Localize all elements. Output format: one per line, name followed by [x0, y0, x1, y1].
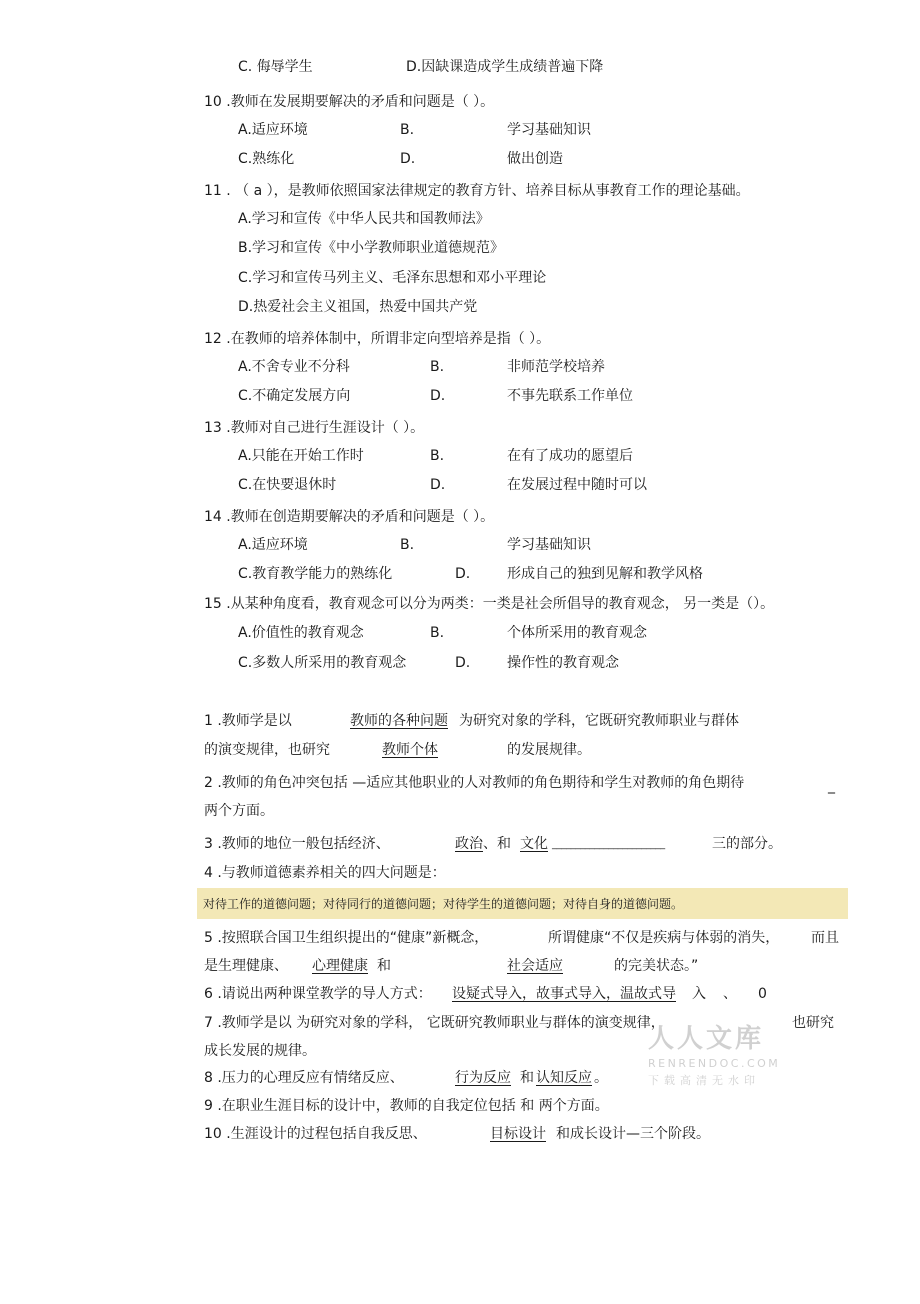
q15-option-b: B. [430, 625, 445, 641]
watermark-title: 人人文库 [648, 1024, 765, 1054]
q10-option-b-text: 学习基础知识 [507, 122, 591, 138]
f8-prefix: 8 .压力的心理反应有情绪反应、 [204, 1070, 404, 1086]
q10-option-a: A.适应环境 [238, 122, 308, 138]
q11-option-d: D.热爱社会主义祖国，热爱中国共产党 [238, 299, 478, 315]
f1-prefix: 1 .教师学是以 [204, 713, 292, 729]
f8-answer-1: 行为反应 [455, 1070, 511, 1086]
q15-option-d-text: 操作性的教育观念 [507, 655, 619, 671]
f10-prefix: 10 .生涯设计的过程包括自我反思、 [204, 1126, 427, 1142]
f5-answer-1: 心理健康 [312, 958, 368, 974]
f6-prefix: 6 .请说出两种课堂教学的导人方式： [204, 986, 432, 1002]
q14-option-b-text: 学习基础知识 [507, 537, 591, 553]
f5-line1-a: 5 .按照联合国卫生组织提出的“健康”新概念， [204, 930, 489, 946]
f5-line1-b: 所谓健康“不仅是疾病与体弱的消失， [548, 930, 780, 946]
f3-separator: 、和 [483, 836, 511, 852]
f4-text: 4 .与教师道德素养相关的四大问题是： [204, 865, 446, 881]
q14-option-a: A.适应环境 [238, 537, 308, 553]
q11-option-b: B.学习和宣传《中小学教师职业道德规范》 [238, 240, 505, 256]
watermark-site: RENRENDOC.COM [648, 1057, 781, 1070]
f7-line1-end: 也研究 [792, 1015, 834, 1031]
f3-blank: ________________________ [552, 839, 665, 850]
f1-line2-suffix: 的发展规律。 [507, 742, 591, 758]
f4-highlight-answer [197, 888, 848, 919]
f3-answer-1: 政治 [455, 836, 483, 852]
q9-option-d: D.因缺课造成学生成绩普遍下降 [406, 59, 604, 75]
q10-option-c: C.熟练化 [238, 151, 295, 167]
q13-option-d-text: 在发展过程中随时可以 [507, 477, 647, 493]
f7-line2: 成长发展的规律。 [204, 1043, 316, 1059]
q12-stem: 12 .在教师的培养体制中，所谓非定向型培养是指（ ）。 [204, 331, 551, 347]
f5-line2-prefix: 是生理健康、 [204, 958, 288, 974]
f6-answer: 设疑式导入，故事式导入，温故式导 [452, 986, 676, 1002]
f2-text: 2 .教师的角色冲突包括 —适应其他职业的人对教师的角色期待和学生对教师的角色期待 [204, 775, 745, 791]
q14-stem: 14 .教师在创造期要解决的矛盾和问题是（ ）。 [204, 509, 495, 525]
f5-and: 和 [377, 958, 391, 974]
f6-tail-2: 、 [723, 986, 737, 1002]
watermark-logo [648, 1018, 780, 1088]
f8-answer-2: 认知反应 [536, 1070, 592, 1086]
f5-line1-c: 而且 [811, 930, 839, 946]
f3-prefix: 3 .教师的地位一般包括经济、 [204, 836, 390, 852]
q10-option-d-text: 做出创造 [507, 151, 563, 167]
q15-stem: 15 .从某种角度看，教育观念可以分为两类：一类是社会所倡导的教育观念， 另一类是（）。 [204, 596, 775, 612]
q13-option-a: A.只能在开始工作时 [238, 448, 364, 464]
f8-suffix: 。 [594, 1070, 608, 1086]
q10-option-d: D. [400, 151, 416, 167]
q14-option-d: D. [455, 566, 471, 582]
q15-option-b-text: 个体所采用的教育观念 [507, 625, 647, 641]
q12-option-c: C.不确定发展方向 [238, 388, 351, 404]
f3-answer-2: 文化 [520, 836, 548, 852]
q10-stem: 10 .教师在发展期要解决的矛盾和问题是（ ）。 [204, 94, 495, 110]
q12-option-d: D. [430, 388, 446, 404]
f1-answer-1: 教师的各种问题 [350, 713, 448, 729]
q11-stem: 11 . （ a ），是教师依照国家法律规定的教育方针、培养目标从事教育工作的理论基础。 [204, 183, 750, 199]
q11-option-c: C.学习和宣传马列主义、毛泽东思想和邓小平理论 [238, 270, 547, 286]
f8-and: 和 [520, 1070, 534, 1086]
q13-option-b: B. [430, 448, 445, 464]
watermark-slogan: 下载高清无水印 [648, 1074, 760, 1087]
q13-option-c: C.在快要退休时 [238, 477, 337, 493]
f3-suffix: 三的部分。 [712, 836, 782, 852]
f2-blank: _ [828, 778, 835, 794]
f7-line1: 7 .教师学是以 为研究对象的学科， 它既研究教师职业与群体的演变规律， [204, 1015, 665, 1031]
f6-tail-1: 入 [692, 986, 706, 1002]
q12-option-b: B. [430, 359, 445, 375]
f4-highlight-text: 对待工作的道德问题；对待同行的道德问题；对待学生的道德问题；对待自身的道德问题。 [203, 897, 684, 911]
q13-option-b-text: 在有了成功的愿望后 [507, 448, 633, 464]
f1-middle: 为研究对象的学科，它既研究教师职业与群体 [459, 713, 739, 729]
q14-option-c: C.教育教学能力的熟练化 [238, 566, 393, 582]
f9-text: 9 .在职业生涯目标的设计中，教师的自我定位包括 和 两个方面。 [204, 1098, 609, 1114]
f5-answer-2: 社会适应 [507, 958, 563, 974]
q9-option-c: C. 侮辱学生 [238, 59, 313, 75]
f1-line2-prefix: 的演变规律，也研究 [204, 742, 330, 758]
f5-suffix: 的完美状态。” [614, 958, 699, 974]
f10-answer: 目标设计 [490, 1126, 546, 1142]
f1-answer-2: 教师个体 [382, 742, 438, 758]
q15-option-d: D. [455, 655, 471, 671]
q11-option-a: A.学习和宣传《中华人民共和国教师法》 [238, 211, 490, 227]
q15-option-c: C.多数人所采用的教育观念 [238, 655, 407, 671]
q14-option-b: B. [400, 537, 415, 553]
q13-stem: 13 .教师对自己进行生涯设计（ ）。 [204, 420, 425, 436]
f10-suffix: 和成长设计—三个阶段。 [556, 1126, 710, 1142]
q12-option-d-text: 不事先联系工作单位 [507, 388, 633, 404]
f6-tail-3: 0 [758, 986, 767, 1002]
q12-option-b-text: 非师范学校培养 [507, 359, 605, 375]
q13-option-d: D. [430, 477, 446, 493]
q10-option-b: B. [400, 122, 415, 138]
q15-option-a: A.价值性的教育观念 [238, 625, 364, 641]
f2-line2: 两个方面。 [204, 803, 274, 819]
q14-option-d-text: 形成自己的独到见解和教学风格 [507, 566, 703, 582]
q12-option-a: A.不舍专业不分科 [238, 359, 350, 375]
